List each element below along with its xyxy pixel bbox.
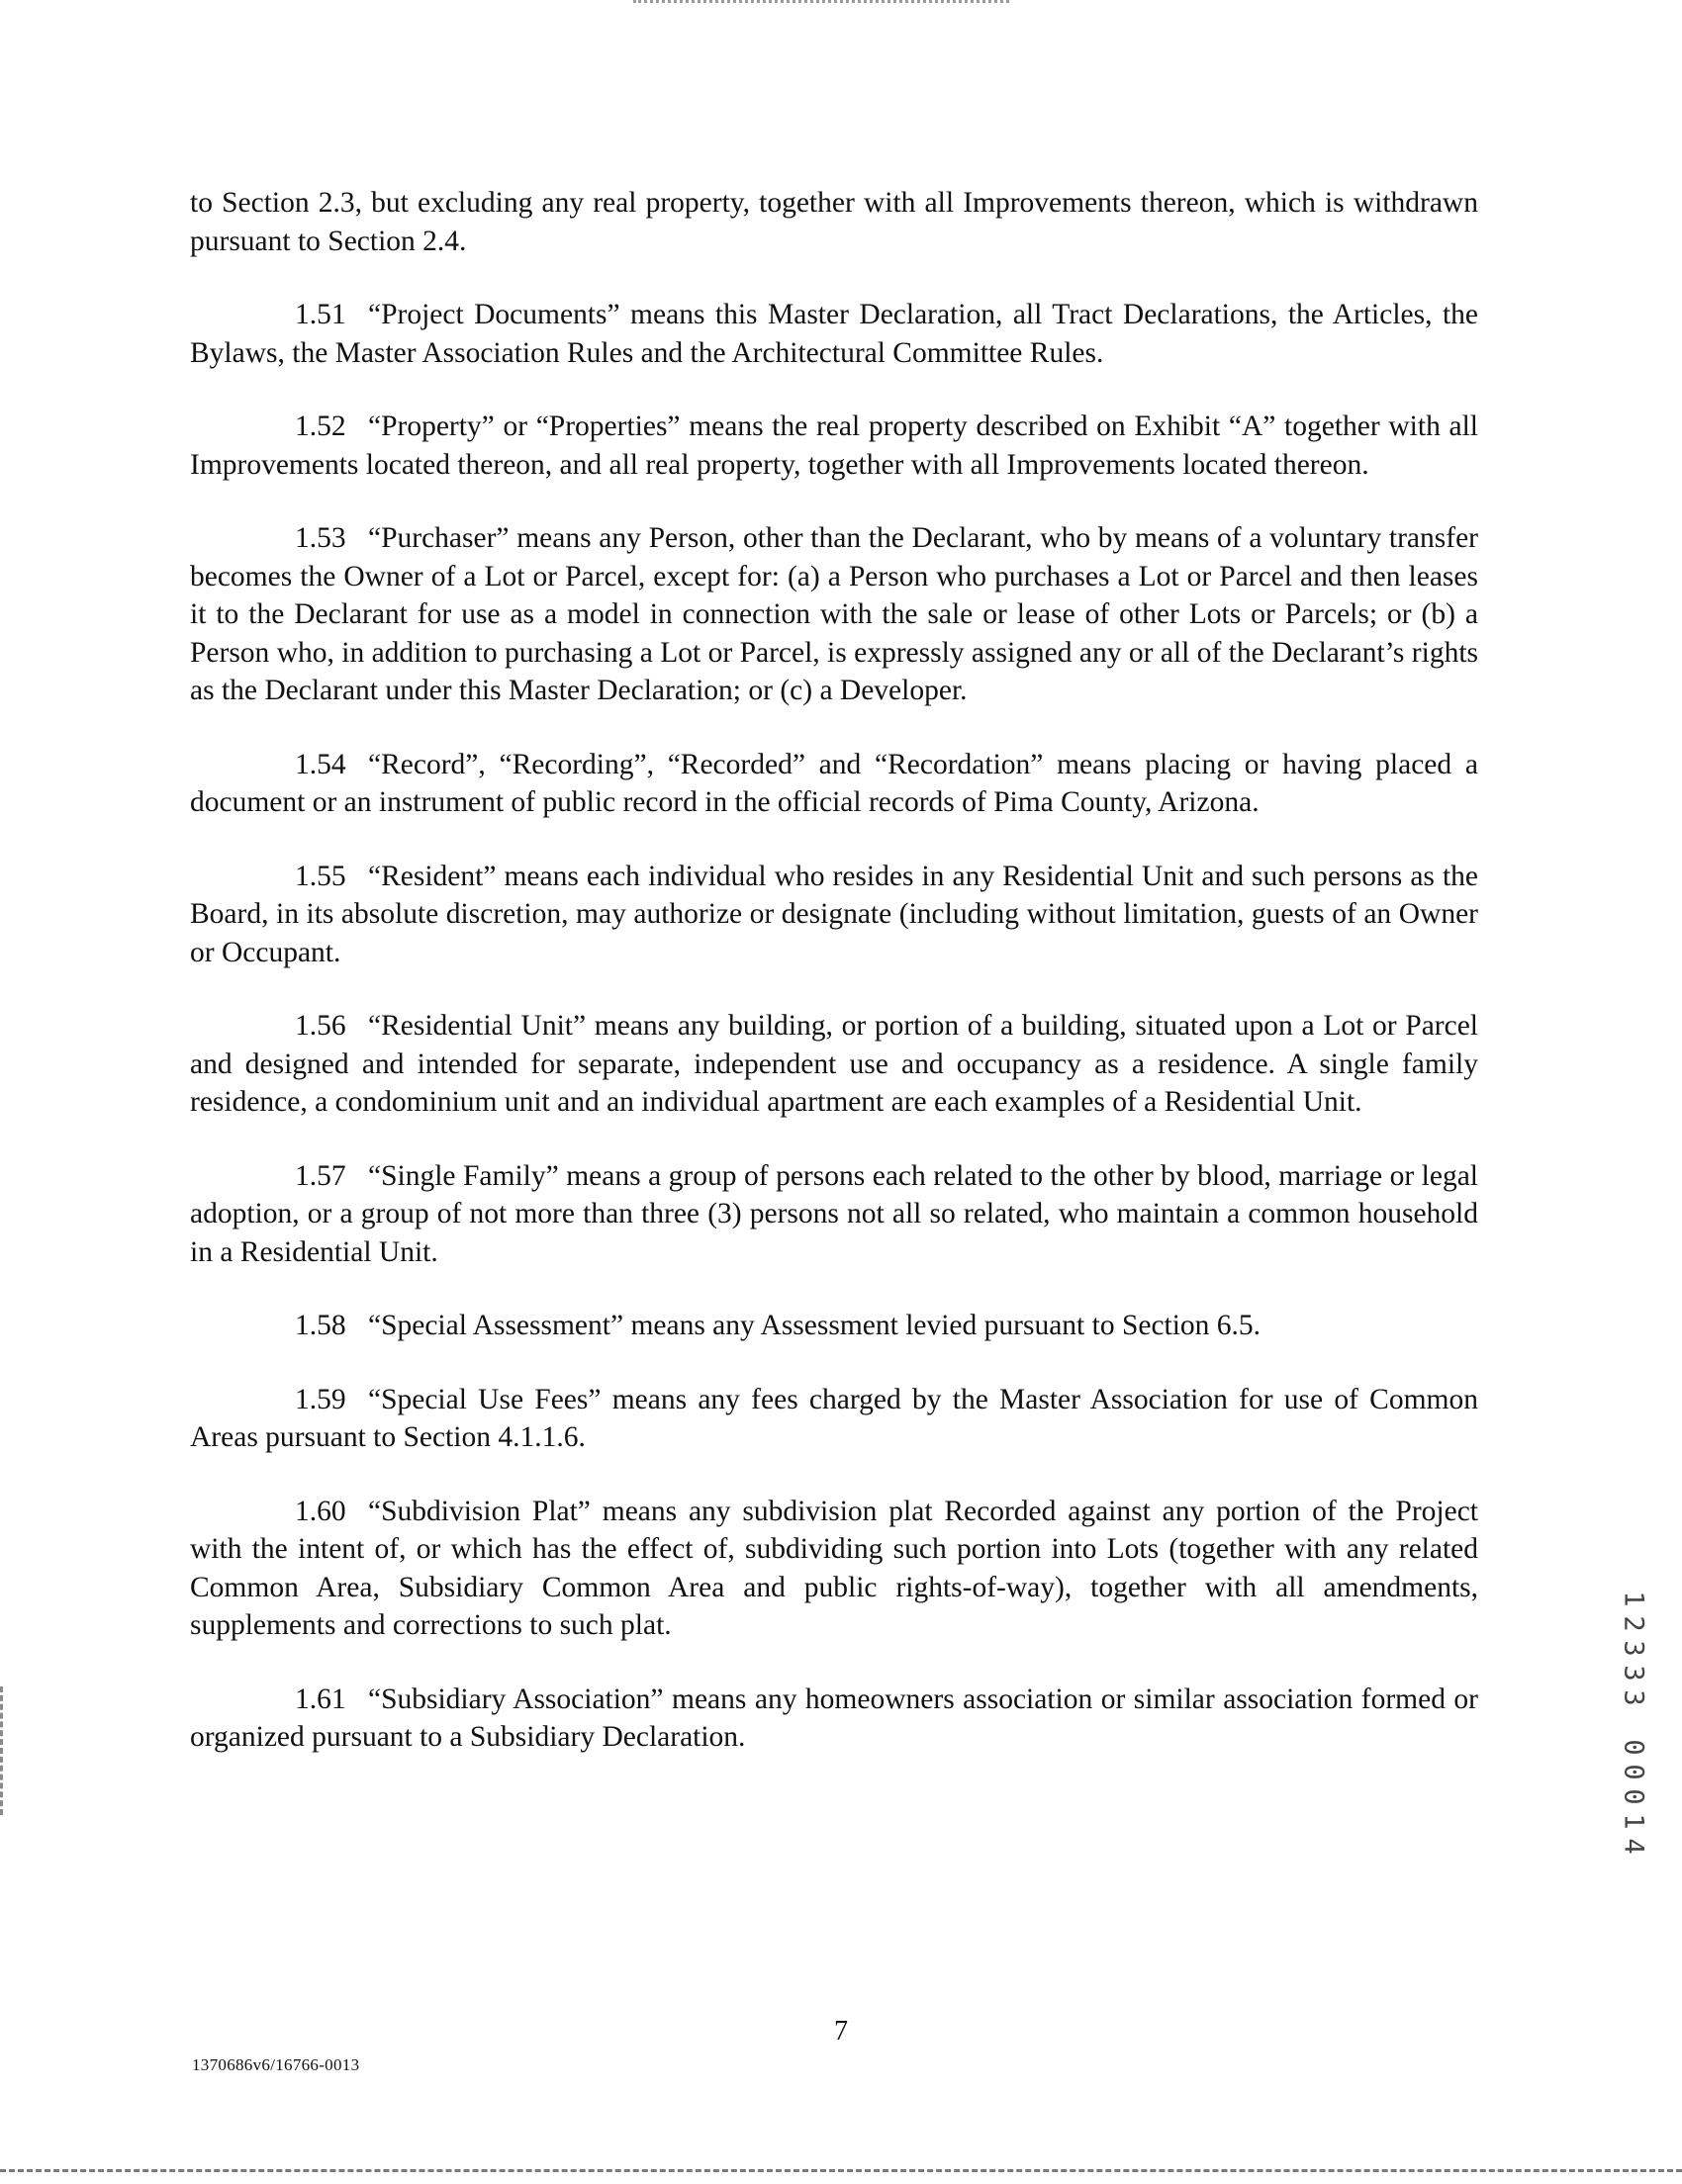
recording-stamp — [1619, 1587, 1648, 1859]
stamp-digit: 0 — [1618, 1739, 1649, 1756]
section-number: 1.61 — [295, 1683, 346, 1715]
section-number: 1.59 — [295, 1383, 346, 1415]
stamp-digit: 4 — [1618, 1838, 1649, 1855]
definition-paragraph — [190, 1307, 1478, 1345]
definition-paragraph — [190, 1381, 1478, 1457]
stamp-digit: 0 — [1618, 1764, 1649, 1780]
definition-text: “Special Use Fees” means any fees charged by the Master Association for use of Common Areas pursuant to Section 4.1.1.6. — [190, 1383, 1478, 1453]
stamp-digit: 2 — [1618, 1615, 1649, 1632]
stamp-digit: 3 — [1618, 1665, 1649, 1682]
section-number: 1.53 — [295, 522, 346, 554]
document-body — [190, 184, 1478, 1792]
section-number: 1.52 — [295, 410, 346, 442]
definition-paragraph — [190, 519, 1478, 710]
section-number: 1.56 — [295, 1010, 346, 1042]
stamp-digit: 1 — [1618, 1591, 1649, 1607]
scan-artifact-top — [633, 0, 1009, 8]
definition-text: “Project Documents” means this Master Declaration, all Tract Declarations, the Articles, the Bylaws, the Master Association Rules and the Architectural Committee Rules. — [190, 299, 1478, 369]
section-number: 1.57 — [295, 1159, 346, 1192]
stamp-digit: 3 — [1618, 1689, 1649, 1706]
stamp-digit: 3 — [1618, 1640, 1649, 1657]
section-number: 1.60 — [295, 1495, 346, 1527]
document-id: 1370686v6/16766-0013 — [192, 2055, 360, 2074]
stamp-digit: 0 — [1618, 1788, 1649, 1805]
definition-paragraph — [190, 1493, 1478, 1645]
definition-text: “Residential Unit” means any building, or portion of a building, situated upon a Lot or Parcel and designed and intended for separate, independent use and occupancy as a residence. A single family residence, a condominium unit and an individual apartment are each examples of a Residential Unit. — [190, 1010, 1478, 1118]
definition-text: “Property” or “Properties” means the real property described on Exhibit “A” together with all Improvements located thereon, and all real property, together with all Improvements located thereon. — [190, 410, 1478, 481]
stamp-digit: 1 — [1618, 1813, 1649, 1830]
definition-paragraph — [190, 296, 1478, 372]
definition-paragraph — [190, 408, 1478, 484]
scan-artifact-left — [0, 1686, 3, 1815]
stamp-gap — [1619, 1710, 1648, 1735]
section-number: 1.58 — [295, 1310, 346, 1341]
definition-paragraph — [190, 1007, 1478, 1122]
definition-text: “Single Family” means a group of persons each related to the other by blood, marriage or legal adoption, or a group of not more than three (3) persons not all so related, who maintain a common household in a Residential Unit. — [190, 1159, 1478, 1268]
definition-text: “Purchaser” means any Person, other than the Declarant, who by means of a voluntary transfer becomes the Owner of a Lot or Parcel, except for: (a) a Person who purchases a Lot or Parcel and then leases it to the Declarant for use as a model in connection with the sale or lease of other Lots or Parcels; or (b) a Person who, in addition to purchasing a Lot or Parcel, is expressly assigned any or all of the Declarant’s rights as the Declarant under this Master Declaration; or (c) a Developer. — [190, 522, 1478, 706]
scan-artifact-bottom — [0, 2169, 1682, 2172]
section-number: 1.55 — [295, 860, 346, 892]
definition-text: “Special Assessment” means any Assessment levied pursuant to Section 6.5. — [368, 1310, 1262, 1341]
section-number: 1.51 — [295, 299, 346, 330]
continuation-paragraph: to Section 2.3, but excluding any real property, together with all Improvements thereon, which is withdrawn pursuant to Section 2.4. — [190, 187, 1478, 257]
section-number: 1.54 — [295, 748, 346, 780]
definition-paragraph — [190, 1157, 1478, 1272]
definition-text: “Subdivision Plat” means any subdivision plat Recorded against any portion of the Project with the intent of, or which has the effect of, subdividing such portion into Lots (together with any related Common Area, Subsidiary Common Area and public rights-of-way), together with all amendments, supplements and corrections to such plat. — [190, 1495, 1478, 1641]
definition-text: “Record”, “Recording”, “Recorded” and “Recordation” means placing or having placed a document or an instrument of public record in the official records of Pima County, Arizona. — [190, 748, 1478, 818]
definition-text: “Resident” means each individual who resides in any Residential Unit and such persons as the Board, in its absolute discretion, may authorize or designate (including without limitation, guests of an Owner or Occupant. — [190, 860, 1478, 968]
definition-paragraph — [190, 1681, 1478, 1757]
definition-text: “Subsidiary Association” means any homeowners association or similar association formed or organized pursuant to a Subsidiary Declaration. — [190, 1683, 1478, 1753]
definition-paragraph — [190, 746, 1478, 822]
definition-paragraph — [190, 858, 1478, 972]
page-number: 7 — [834, 2016, 848, 2047]
